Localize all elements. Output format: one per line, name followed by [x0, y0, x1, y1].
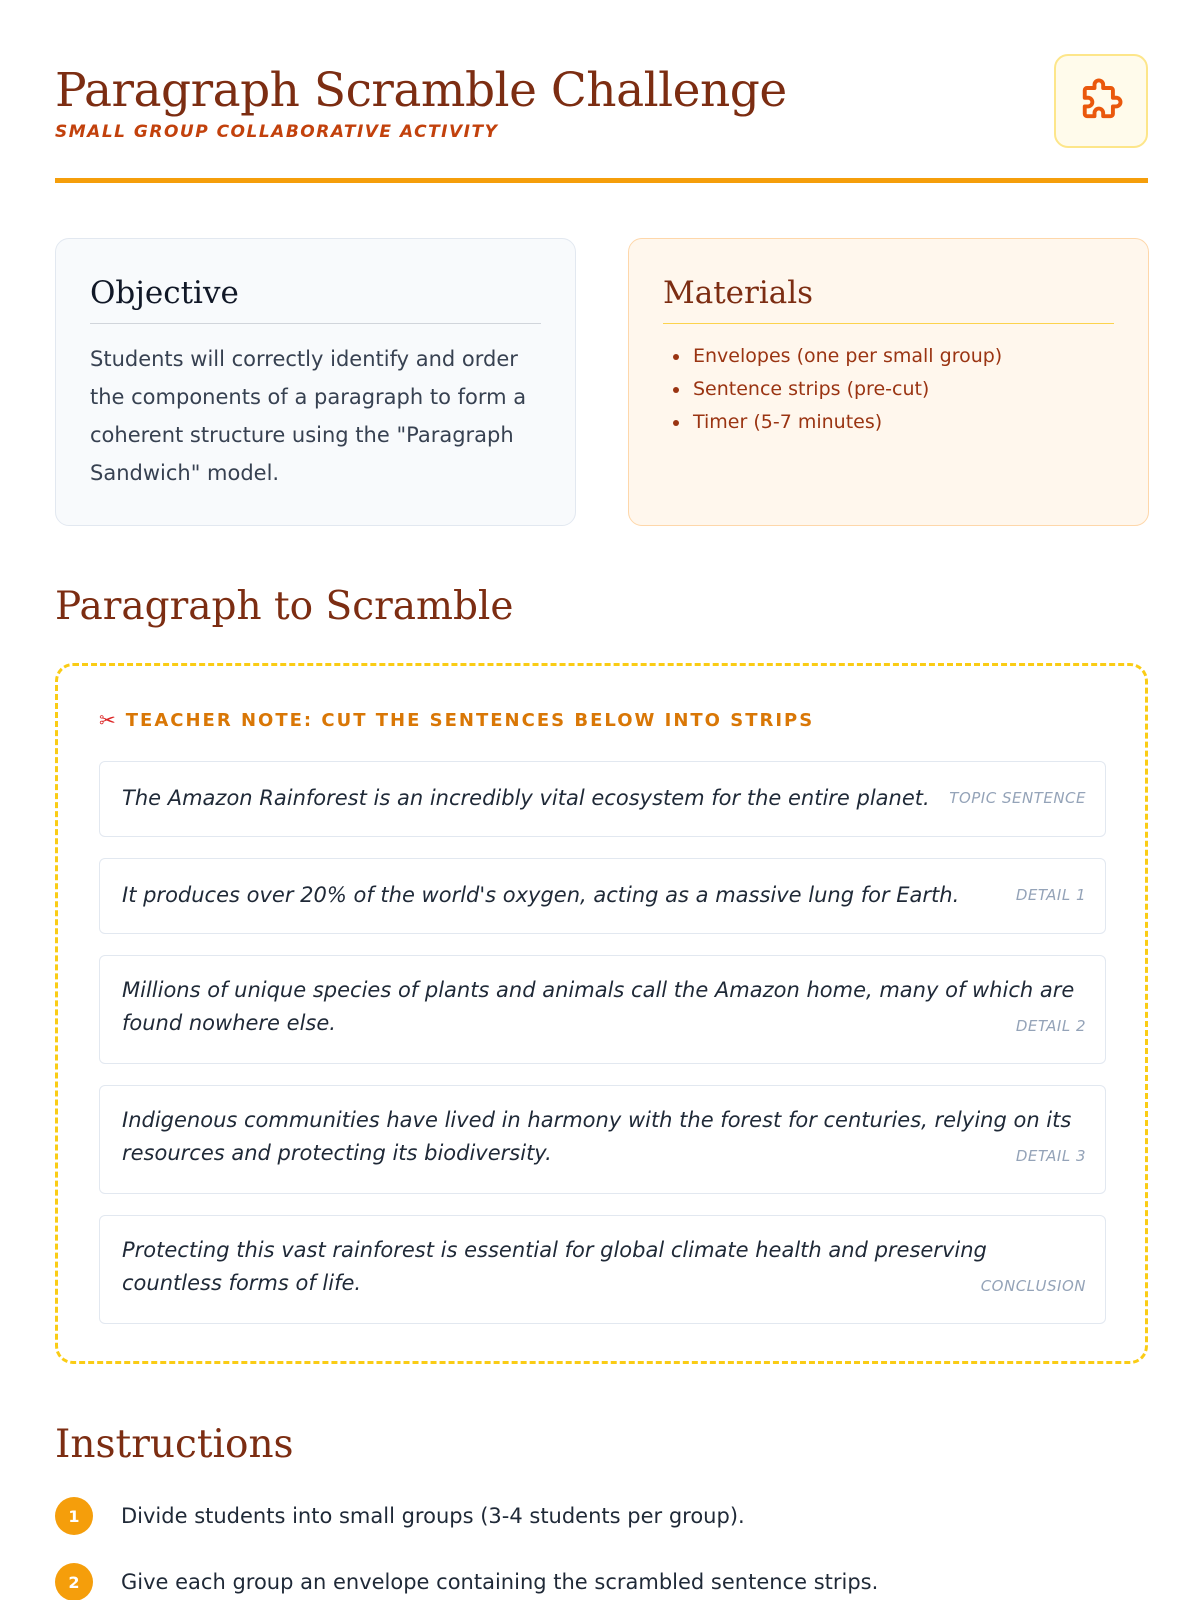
step-text: Give each group an envelope containing the scrambled sentence strips. — [121, 1570, 879, 1594]
strip-text: Millions of unique species of plants and animals call the Amazon home, many of which are found nowhere else. — [122, 978, 1075, 1035]
scissors-icon: ✂ — [99, 708, 118, 732]
strip-text: Protecting this vast rainforest is essential for global climate health and preserving countless forms of life. — [122, 1238, 987, 1295]
scramble-heading: Paragraph to Scramble — [55, 584, 514, 629]
instruction-step — [55, 1497, 745, 1535]
instructions-heading: Instructions — [55, 1422, 294, 1467]
strip-text: It produces over 20% of the world's oxygen, acting as a massive lung for Earth. — [122, 883, 960, 907]
objective-text: Students will correctly identify and order the components of a paragraph to form a coherent structure using the "Paragraph Sandwich" model. — [90, 347, 527, 485]
step-number-badge: 2 — [55, 1563, 93, 1600]
materials-item: • Sentence strips (pre-cut) — [691, 373, 1114, 406]
step-text: Divide students into small groups (3-4 students per group). — [121, 1504, 745, 1528]
sentence-strip — [99, 761, 1106, 837]
header-divider — [55, 178, 1148, 183]
sentence-strip — [99, 1085, 1106, 1194]
puzzle-icon — [1075, 75, 1127, 127]
step-number-badge: 1 — [55, 1497, 93, 1535]
scramble-box — [55, 663, 1148, 1364]
sentence-strip — [99, 1215, 1106, 1324]
logo-badge — [1054, 54, 1148, 148]
strip-text: The Amazon Rainforest is an incredibly vital ecosystem for the entire planet. — [122, 786, 930, 810]
sentence-strip — [99, 955, 1106, 1064]
page-subtitle: SMALL GROUP COLLABORATIVE ACTIVITY — [55, 122, 499, 142]
materials-card — [628, 238, 1149, 526]
page-header — [55, 62, 1148, 142]
materials-list — [663, 340, 1114, 439]
materials-item: • Timer (5-7 minutes) — [691, 406, 1114, 439]
strip-tag: TOPIC SENTENCE — [949, 789, 1086, 807]
strip-text: Indigenous communities have lived in harmony with the forest for centuries, relying on its resources and protecting its biodiversity. — [122, 1108, 1072, 1165]
materials-heading: Materials — [663, 273, 1114, 324]
sentence-strip — [99, 858, 1106, 934]
materials-item: • Envelopes (one per small group) — [691, 340, 1114, 373]
page-title: Paragraph Scramble Challenge — [55, 63, 787, 118]
strip-tag: DETAIL 1 — [1015, 886, 1086, 904]
instruction-step — [55, 1563, 878, 1600]
strip-tag: DETAIL 3 — [1015, 1147, 1086, 1165]
objective-heading: Objective — [90, 273, 541, 324]
objective-card — [55, 238, 576, 526]
teacher-note — [99, 708, 814, 732]
strip-tag: DETAIL 2 — [1015, 1017, 1086, 1035]
teacher-note-text: TEACHER NOTE: CUT THE SENTENCES BELOW INTO STRIPS — [125, 709, 815, 731]
strip-tag: CONCLUSION — [980, 1277, 1086, 1295]
